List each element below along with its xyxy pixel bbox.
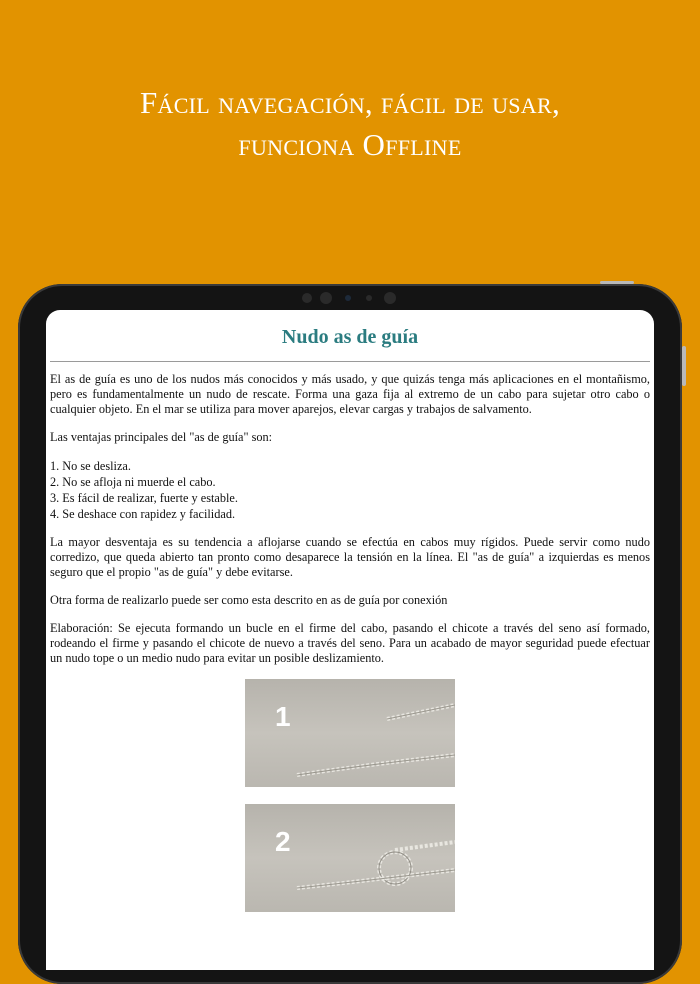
- list-item: 2. No se afloja ni muerde el cabo.: [50, 475, 216, 489]
- rope-step-1-illustration: [245, 679, 455, 787]
- disadvantage-paragraph: La mayor desventaja es su tendencia a aflojarse cuando se efectúa en cabos muy rígidos. Puede servir como nudo corredizo, que queda abierto tan pronto como desaparece la tensión en la línea. El "as de guía" a izquierdas es menos seguro que el propio "as de guía" y debe evitarse.: [50, 535, 650, 579]
- headline-line-1: Fácil navegación, fácil de usar,: [139, 85, 561, 120]
- step-2-photo: [245, 804, 455, 912]
- title-divider: [50, 361, 650, 362]
- camera-bar: [18, 292, 682, 304]
- article-title: Nudo as de guía: [281, 326, 419, 348]
- headline-line-2: funciona Offline: [238, 127, 462, 162]
- sensor-dot-3: [366, 295, 372, 301]
- article: [46, 310, 654, 912]
- step-number: 1: [275, 701, 291, 732]
- power-button: [682, 346, 686, 386]
- list-item: 1. No se desliza.: [50, 459, 131, 473]
- elaboration-paragraph: Elaboración: Se ejecuta formando un bucle en el firme del cabo, pasando el chicote a través del seno así formado, rodeando el firme y pasando el chicote de nuevo a través del seno. Para un acabado de mayor seguridad puede efectuar un nudo tope o un medio nudo para evitar un posible deslizamiento.: [50, 621, 650, 665]
- tablet-device: [18, 284, 682, 984]
- step-number: 2: [275, 826, 291, 857]
- list-item: 3. Es fácil de realizar, fuerte y estable.: [50, 491, 238, 505]
- tablet-screen[interactable]: [46, 310, 654, 970]
- intro-paragraph: El as de guía es uno de los nudos más conocidos y más usado, y que quizás tenga más aplicaciones en el montañismo, pero es fundamentalmente un nudo de rescate. Forma una gaza fija al extremo de un cabo para sujetar otro cabo o cualquier objeto. En el mar se utiliza para mover aparejos, elevar cargas y trabajos de salvamento.: [50, 372, 650, 416]
- volume-button: [600, 281, 634, 284]
- sensor-dot-1: [302, 293, 312, 303]
- sensor-dot-4: [384, 292, 396, 304]
- advantages-heading: Las ventajas principales del "as de guía" son:: [50, 430, 273, 444]
- other-form-paragraph: Otra forma de realizarlo puede ser como esta descrito en as de guía por conexión: [50, 593, 448, 607]
- promo-headline: [0, 82, 700, 166]
- list-item: 4. Se deshace con rapidez y facilidad.: [50, 507, 236, 521]
- camera-lens: [345, 295, 351, 301]
- step-1-photo: [245, 679, 455, 787]
- rope-step-2-illustration: [245, 804, 455, 912]
- sensor-dot-2: [320, 292, 332, 304]
- advantages-list: [50, 458, 650, 522]
